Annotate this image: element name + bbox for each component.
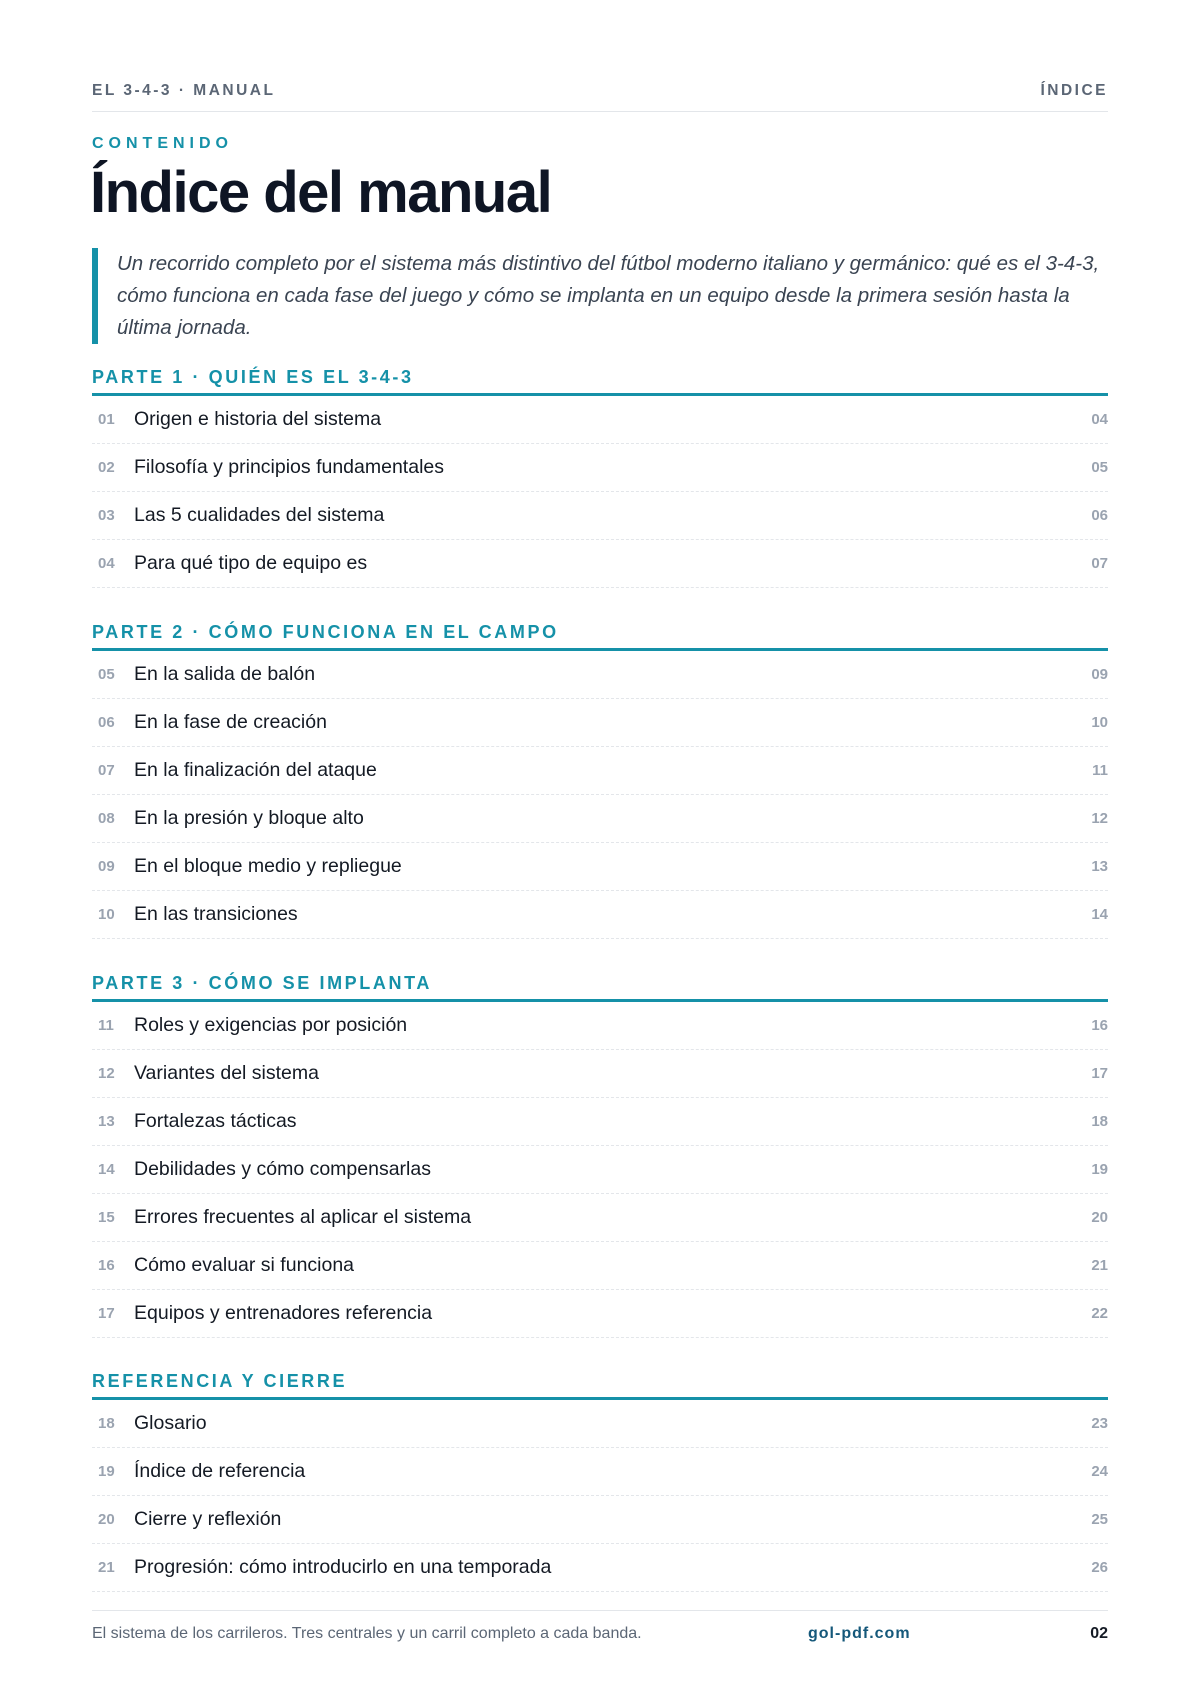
toc-entry[interactable]: [92, 1496, 1108, 1544]
section-title: PARTE 1 · QUIÉN ES EL 3-4-3: [92, 366, 1108, 396]
toc-entry-label: Errores frecuentes al aplicar el sistema: [134, 1206, 472, 1228]
toc-entry-label: Progresión: cómo introducirlo en una temporada: [134, 1556, 552, 1578]
toc-entry[interactable]: [92, 1242, 1108, 1290]
footer-tagline: El sistema de los carrileros. Tres centrales y un carril completo a cada banda.: [92, 1625, 642, 1642]
toc-entry-page: 23: [1091, 1415, 1108, 1432]
toc-entry-page: 16: [1091, 1017, 1108, 1034]
toc-entry-label: Las 5 cualidades del sistema: [134, 504, 385, 526]
toc-entry-page: 12: [1091, 810, 1108, 827]
toc-entry[interactable]: [92, 891, 1108, 939]
section-title: PARTE 2 · CÓMO FUNCIONA EN EL CAMPO: [92, 621, 1108, 651]
toc-entry-number: 14: [98, 1161, 115, 1178]
footer-page-number: 02: [1090, 1625, 1108, 1642]
toc-entry-number: 21: [98, 1559, 115, 1576]
toc-entry-page: 04: [1091, 411, 1108, 428]
toc-entry[interactable]: [92, 651, 1108, 699]
toc-entry-label: Cómo evaluar si funciona: [134, 1254, 355, 1276]
toc-entry-label: Variantes del sistema: [134, 1062, 319, 1084]
page-footer: [92, 1610, 1108, 1643]
toc-entry-number: 12: [98, 1065, 115, 1082]
toc-entry[interactable]: [92, 396, 1108, 444]
toc-entry-page: 17: [1091, 1065, 1108, 1082]
eyebrow-label: CONTENIDO: [92, 135, 233, 152]
toc-entry-page: 21: [1091, 1257, 1108, 1274]
toc-entry-label: Origen e historia del sistema: [134, 408, 382, 430]
toc-entry-page: 26: [1091, 1559, 1108, 1576]
toc-entry[interactable]: [92, 1050, 1108, 1098]
toc-entry[interactable]: [92, 1002, 1108, 1050]
toc-list: [92, 1400, 1108, 1592]
intro-quote: Un recorrido completo por el sistema más distintivo del fútbol moderno italiano y germánico: qué es el 3-4-3, cómo funciona en cada fase del juego y cómo se implanta en un equipo desde la primera sesión hasta la última jornada.: [92, 248, 1108, 344]
toc-entry-page: 25: [1091, 1511, 1108, 1528]
section-title: PARTE 3 · CÓMO SE IMPLANTA: [92, 972, 1108, 1002]
toc-entry-label: Cierre y reflexión: [134, 1508, 282, 1530]
toc-entry-number: 06: [98, 714, 115, 731]
toc-entry-label: En la fase de creación: [134, 711, 327, 733]
toc-entry-label: En la salida de balón: [134, 663, 316, 685]
toc-entry-number: 10: [98, 906, 115, 923]
toc-section-2: [92, 621, 1108, 939]
toc-entry-label: En la presión y bloque alto: [134, 807, 364, 829]
toc-entry[interactable]: [92, 1448, 1108, 1496]
toc-entry-number: 11: [98, 1017, 114, 1034]
toc-entry[interactable]: [92, 444, 1108, 492]
toc-entry[interactable]: [92, 1098, 1108, 1146]
toc-entry-number: 18: [98, 1415, 115, 1432]
page-title: Índice del manual: [90, 160, 552, 225]
toc-entry[interactable]: [92, 1146, 1108, 1194]
toc-entry-number: 07: [98, 762, 115, 779]
toc-section-1: [92, 366, 1108, 588]
toc-entry-page: 22: [1091, 1305, 1108, 1322]
toc-entry-number: 15: [98, 1209, 115, 1226]
toc-entry-page: 24: [1091, 1463, 1108, 1480]
toc-entry-label: Para qué tipo de equipo es: [134, 552, 368, 574]
toc-entry-label: Debilidades y cómo compensarlas: [134, 1158, 431, 1180]
toc-entry-label: Equipos y entrenadores referencia: [134, 1302, 433, 1324]
toc-entry-number: 16: [98, 1257, 115, 1274]
toc-entry-number: 17: [98, 1305, 115, 1322]
toc-entry-page: 13: [1091, 858, 1108, 875]
toc-entry-number: 09: [98, 858, 115, 875]
toc-entry-page: 09: [1091, 666, 1108, 683]
toc-entry-number: 13: [98, 1113, 115, 1130]
toc-entry[interactable]: [92, 540, 1108, 588]
running-header: [92, 82, 1108, 112]
toc-entry-page: 11: [1092, 762, 1108, 779]
toc-entry-number: 19: [98, 1463, 115, 1480]
toc-entry-label: Roles y exigencias por posición: [134, 1014, 408, 1036]
running-header-left: EL 3-4-3 · MANUAL: [92, 82, 276, 99]
toc-entry-label: Fortalezas tácticas: [134, 1110, 297, 1132]
toc-entry-page: 05: [1091, 459, 1108, 476]
toc-entry-page: 14: [1091, 906, 1108, 923]
toc-entry-page: 07: [1091, 555, 1108, 572]
toc-entry-label: En el bloque medio y repliegue: [134, 855, 402, 877]
toc-entry-label: Índice de referencia: [134, 1460, 306, 1482]
toc-entry[interactable]: [92, 1290, 1108, 1338]
toc-entry[interactable]: [92, 699, 1108, 747]
toc-entry-label: En las transiciones: [134, 903, 298, 925]
toc-entry-page: 19: [1091, 1161, 1108, 1178]
toc-entry[interactable]: [92, 1194, 1108, 1242]
section-title: REFERENCIA Y CIERRE: [92, 1370, 1108, 1400]
toc-section-3: [92, 972, 1108, 1338]
toc-entry-label: Glosario: [134, 1412, 207, 1434]
toc-list: [92, 1002, 1108, 1338]
toc-section-4: [92, 1370, 1108, 1592]
running-header-right: ÍNDICE: [1040, 82, 1108, 99]
toc-entry[interactable]: [92, 795, 1108, 843]
toc-entry-page: 10: [1091, 714, 1108, 731]
toc-entry-number: 01: [98, 411, 115, 428]
toc-entry[interactable]: [92, 843, 1108, 891]
toc-entry[interactable]: [92, 1544, 1108, 1592]
toc-entry-label: Filosofía y principios fundamentales: [134, 456, 444, 478]
toc-entry[interactable]: [92, 1400, 1108, 1448]
toc-entry-page: 18: [1091, 1113, 1108, 1130]
toc-entry-number: 04: [98, 555, 115, 572]
toc-entry-page: 06: [1091, 507, 1108, 524]
toc-entry-number: 02: [98, 459, 115, 476]
toc-entry[interactable]: [92, 747, 1108, 795]
toc-entry-number: 20: [98, 1511, 115, 1528]
toc-list: [92, 396, 1108, 588]
toc-entry-number: 03: [98, 507, 115, 524]
toc-entry-number: 05: [98, 666, 115, 683]
toc-entry[interactable]: [92, 492, 1108, 540]
footer-site-link[interactable]: gol-pdf.com: [808, 1625, 911, 1642]
toc-list: [92, 651, 1108, 939]
toc-entry-page: 20: [1091, 1209, 1108, 1226]
toc-entry-number: 08: [98, 810, 115, 827]
toc-entry-label: En la finalización del ataque: [134, 759, 377, 781]
